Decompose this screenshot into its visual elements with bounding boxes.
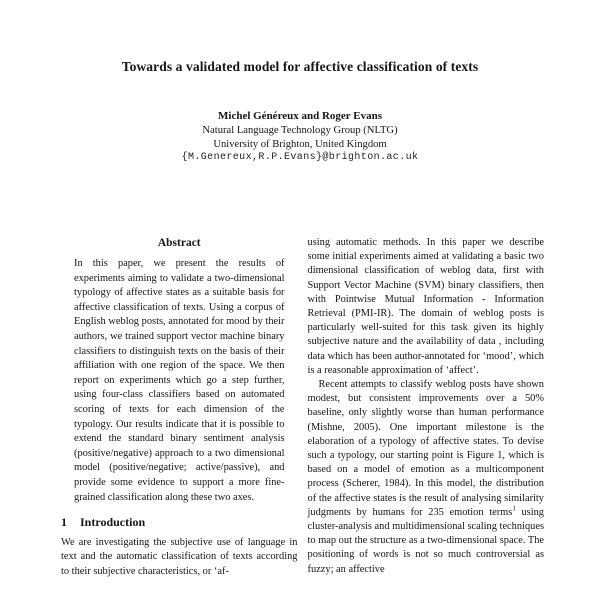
author-block	[0, 110, 600, 165]
affiliation-group: Natural Language Technology Group (NLTG)	[202, 124, 398, 136]
section-number: 1	[61, 515, 67, 530]
right-column-paragraph-1: using automatic methods. In this paper we describe some initial experiments aimed at validating a basic two dimensional classification of weblog data, first with Support Vector Machine (SVM) binary classifiers, then with Pointwise Mutual Information - Information Retrieval (PMI-IR). The domain of weblog posts is particularly well-suited for this task given its highly subjective nature and the availability of data , including data which has been author-annotated for ‘mood’, which is a reasonable approximation of ‘affect’.	[307, 237, 544, 376]
section-title: Introduction	[80, 515, 146, 530]
abstract-text: In this paper, we present the results of experiments aiming to validate a two-dimensional typology of affective states as a suitable basis for affective classification of texts. Using a corpus of English weblog posts, annotated for mood by their authors, we trained support vector machine binary classifiers to distinguish texts on the basis of their affiliation with one region of the space. We then report on experiments which go a step further, using four-class classifiers based on automated scoring of texts for each dimension of the typology. Our results indicate that it is possible to extend the standard binary sentiment analysis (positive/negative) approach to a two dimensional model (positive/negative; active/passive), and provide some evidence to support a more fine-grained classification along these two axes.	[74, 258, 285, 503]
right-column	[308, 233, 545, 600]
two-column-body	[61, 233, 544, 600]
paper-title: Towards a validated model for affective classification of texts	[121, 59, 479, 74]
author-names: Michel Généreux and Roger Evans	[218, 110, 382, 122]
footnote-marker: 1	[512, 504, 516, 513]
abstract-heading: Abstract	[157, 237, 201, 249]
paragraph-text-before-footnote: Recent attempts to classify weblog posts have shown modest, but consistent improvements over a 50% baseline, only slightly worse than human performance (Mishne, 2005). One important milestone is the elaboration of a typology of affective states. To devise such a typology, our starting point is Figure 1, which is based on a model of emotion as a multicomponent process (Scherer, 1984). In this model, the distribution of the affective states is the result of analysing similarity judgments by humans for 235 emotion terms	[307, 379, 544, 518]
affiliation-university: University of Brighton, United Kingdom	[213, 138, 387, 150]
right-column-paragraph-2	[308, 378, 545, 577]
left-column	[61, 233, 298, 600]
introduction-paragraph: We are investigating the subjective use of language in text and the automatic classification of texts according to their subjective characteristics, or ‘af-	[61, 537, 298, 577]
section-heading-introduction	[61, 515, 298, 530]
paragraph-text-after-footnote: using cluster-analysis and multidimensional scaling techniques to map out the structure as a two-dimensional space. The positioning of words is not so much controversial as fuzzy; an affective	[307, 506, 544, 575]
author-email: {M.Genereux,R.P.Evans}@brighton.ac.uk	[181, 152, 419, 164]
